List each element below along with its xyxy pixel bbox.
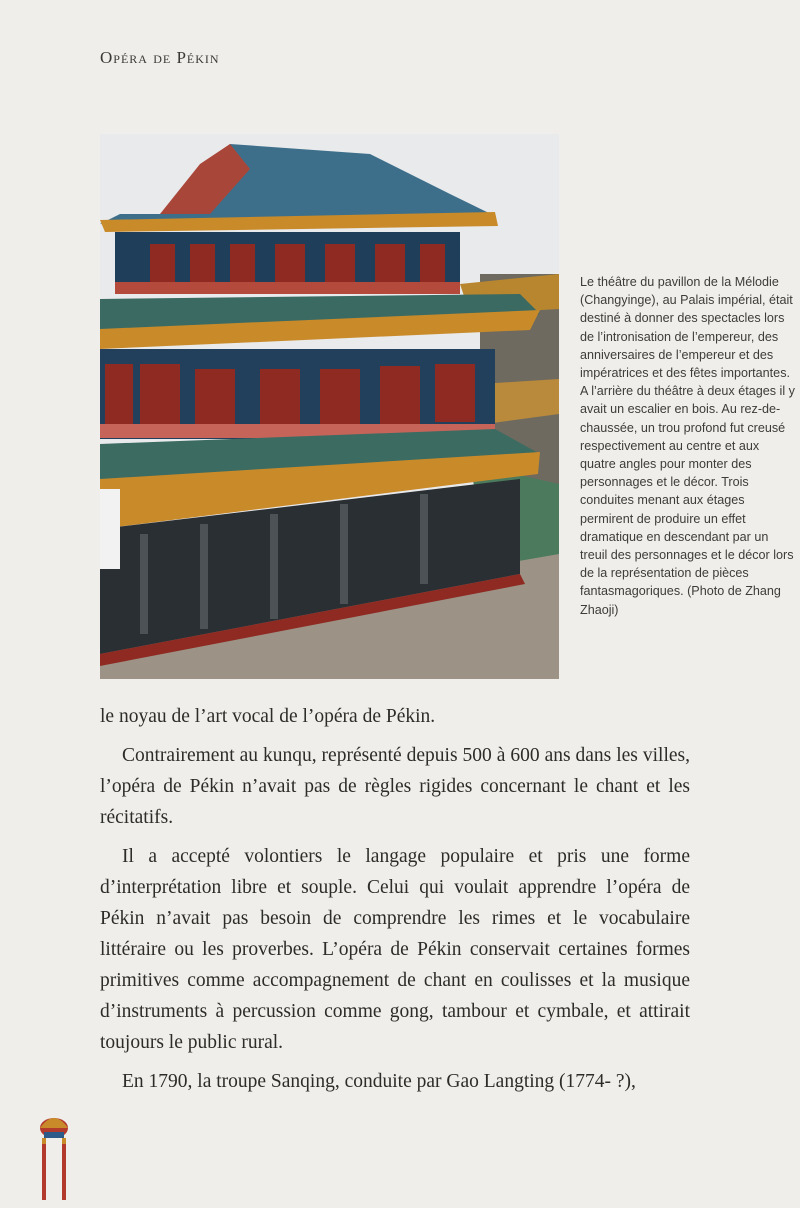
paragraph-2: Contrairement au kunqu, représenté depuis 500 à 600 ans dans les villes, l’opéra de Pékin n’avait pas de règles rigides concernant le chant et les récitatifs. [100,745,690,828]
decorative-lantern-icon [34,1108,74,1203]
paragraph-1: le noyau de l’art vocal de l’opéra de Pékin. [100,706,436,727]
running-header: Opéra de Pékin [100,48,220,67]
paragraph-4: En 1790, la troupe Sanqing, conduite par Gao Langting (1774- ?), [122,1071,636,1092]
figure-caption: Le théâtre du pavillon de la Mélodie (Changyinge), au Palais impérial, était destiné à donner des spectacles lors de l’intronisation de l’empereur, des anniversaires de l’empereur et des impératrices et des fêtes importantes. A l’arrière du théâtre à deux étages il y avait un escalier en bois. Au rez-de-chaussée, un trou profond fut creusé respectivement au centre et aux quatre angles pour monter des personnages et le décor. Trois conduites menant aux étages permirent de produire un effet dramatique en descendant par un treuil des personnages et le décor lors de la représentation de pièces fantasmagoriques. (Photo de Zhang Zhaoji) [580,275,795,617]
theatre-photo [100,134,559,679]
pavilion-illustration [100,134,559,679]
body-text [100,701,690,1105]
paragraph-3: Il a accepté volontiers le langage populaire et pris une forme d’interprétation libre et souple. Celui qui voulait apprendre l’opéra de Pékin n’avait pas besoin de comprendre les rimes et le vocabulaire littéraire ou les proverbes. L’opéra de Pékin conservait certaines formes primitives comme accompagnement de chant en coulisses et la musique d’instruments à percussion comme gong, tambour et cymbale, et attirait toujours le public rural. [100,846,690,1053]
